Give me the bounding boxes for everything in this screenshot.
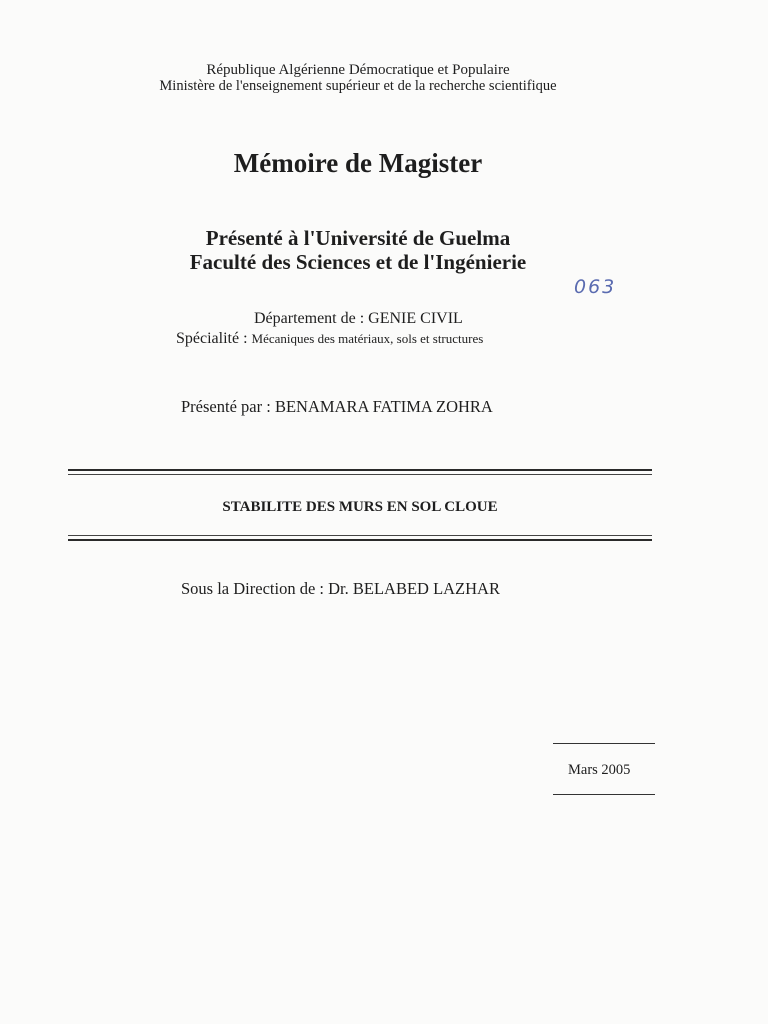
department-label: Département de : bbox=[254, 310, 369, 327]
document-title: Mémoire de Magister bbox=[233, 148, 483, 178]
presenter-line bbox=[181, 397, 493, 417]
director-name: Dr. BELABED LAZHAR bbox=[328, 579, 500, 598]
specialty-line bbox=[176, 330, 483, 348]
top-divider bbox=[68, 469, 652, 475]
date-text: Mars 2005 bbox=[568, 762, 631, 778]
ministry-heading: Ministère de l'enseignement supérieur et de la recherche scientifique bbox=[159, 78, 557, 94]
university-line: Présenté à l'Université de Guelma bbox=[205, 226, 511, 250]
director-line bbox=[181, 579, 500, 599]
handwritten-note: 063 bbox=[574, 276, 617, 298]
specialty-label: Spécialité : bbox=[176, 330, 252, 347]
bottom-divider bbox=[68, 535, 652, 544]
thesis-subject: STABILITE DES MURS EN SOL CLOUE bbox=[222, 499, 498, 515]
presenter-label: Présenté par : bbox=[181, 397, 275, 416]
faculty-line: Faculté des Sciences et de l'Ingénierie bbox=[189, 250, 527, 274]
date-rule-bottom bbox=[553, 794, 655, 795]
department-line bbox=[254, 310, 463, 328]
specialty-value: Mécaniques des matériaux, sols et structures bbox=[251, 331, 484, 346]
director-label: Sous la Direction de : bbox=[181, 579, 329, 598]
presenter-name: BENAMARA FATIMA ZOHRA bbox=[274, 397, 493, 416]
date-rule-top bbox=[553, 743, 655, 744]
republic-heading: République Algérienne Démocratique et Populaire bbox=[206, 62, 510, 78]
department-value: GENIE CIVIL bbox=[368, 310, 463, 327]
